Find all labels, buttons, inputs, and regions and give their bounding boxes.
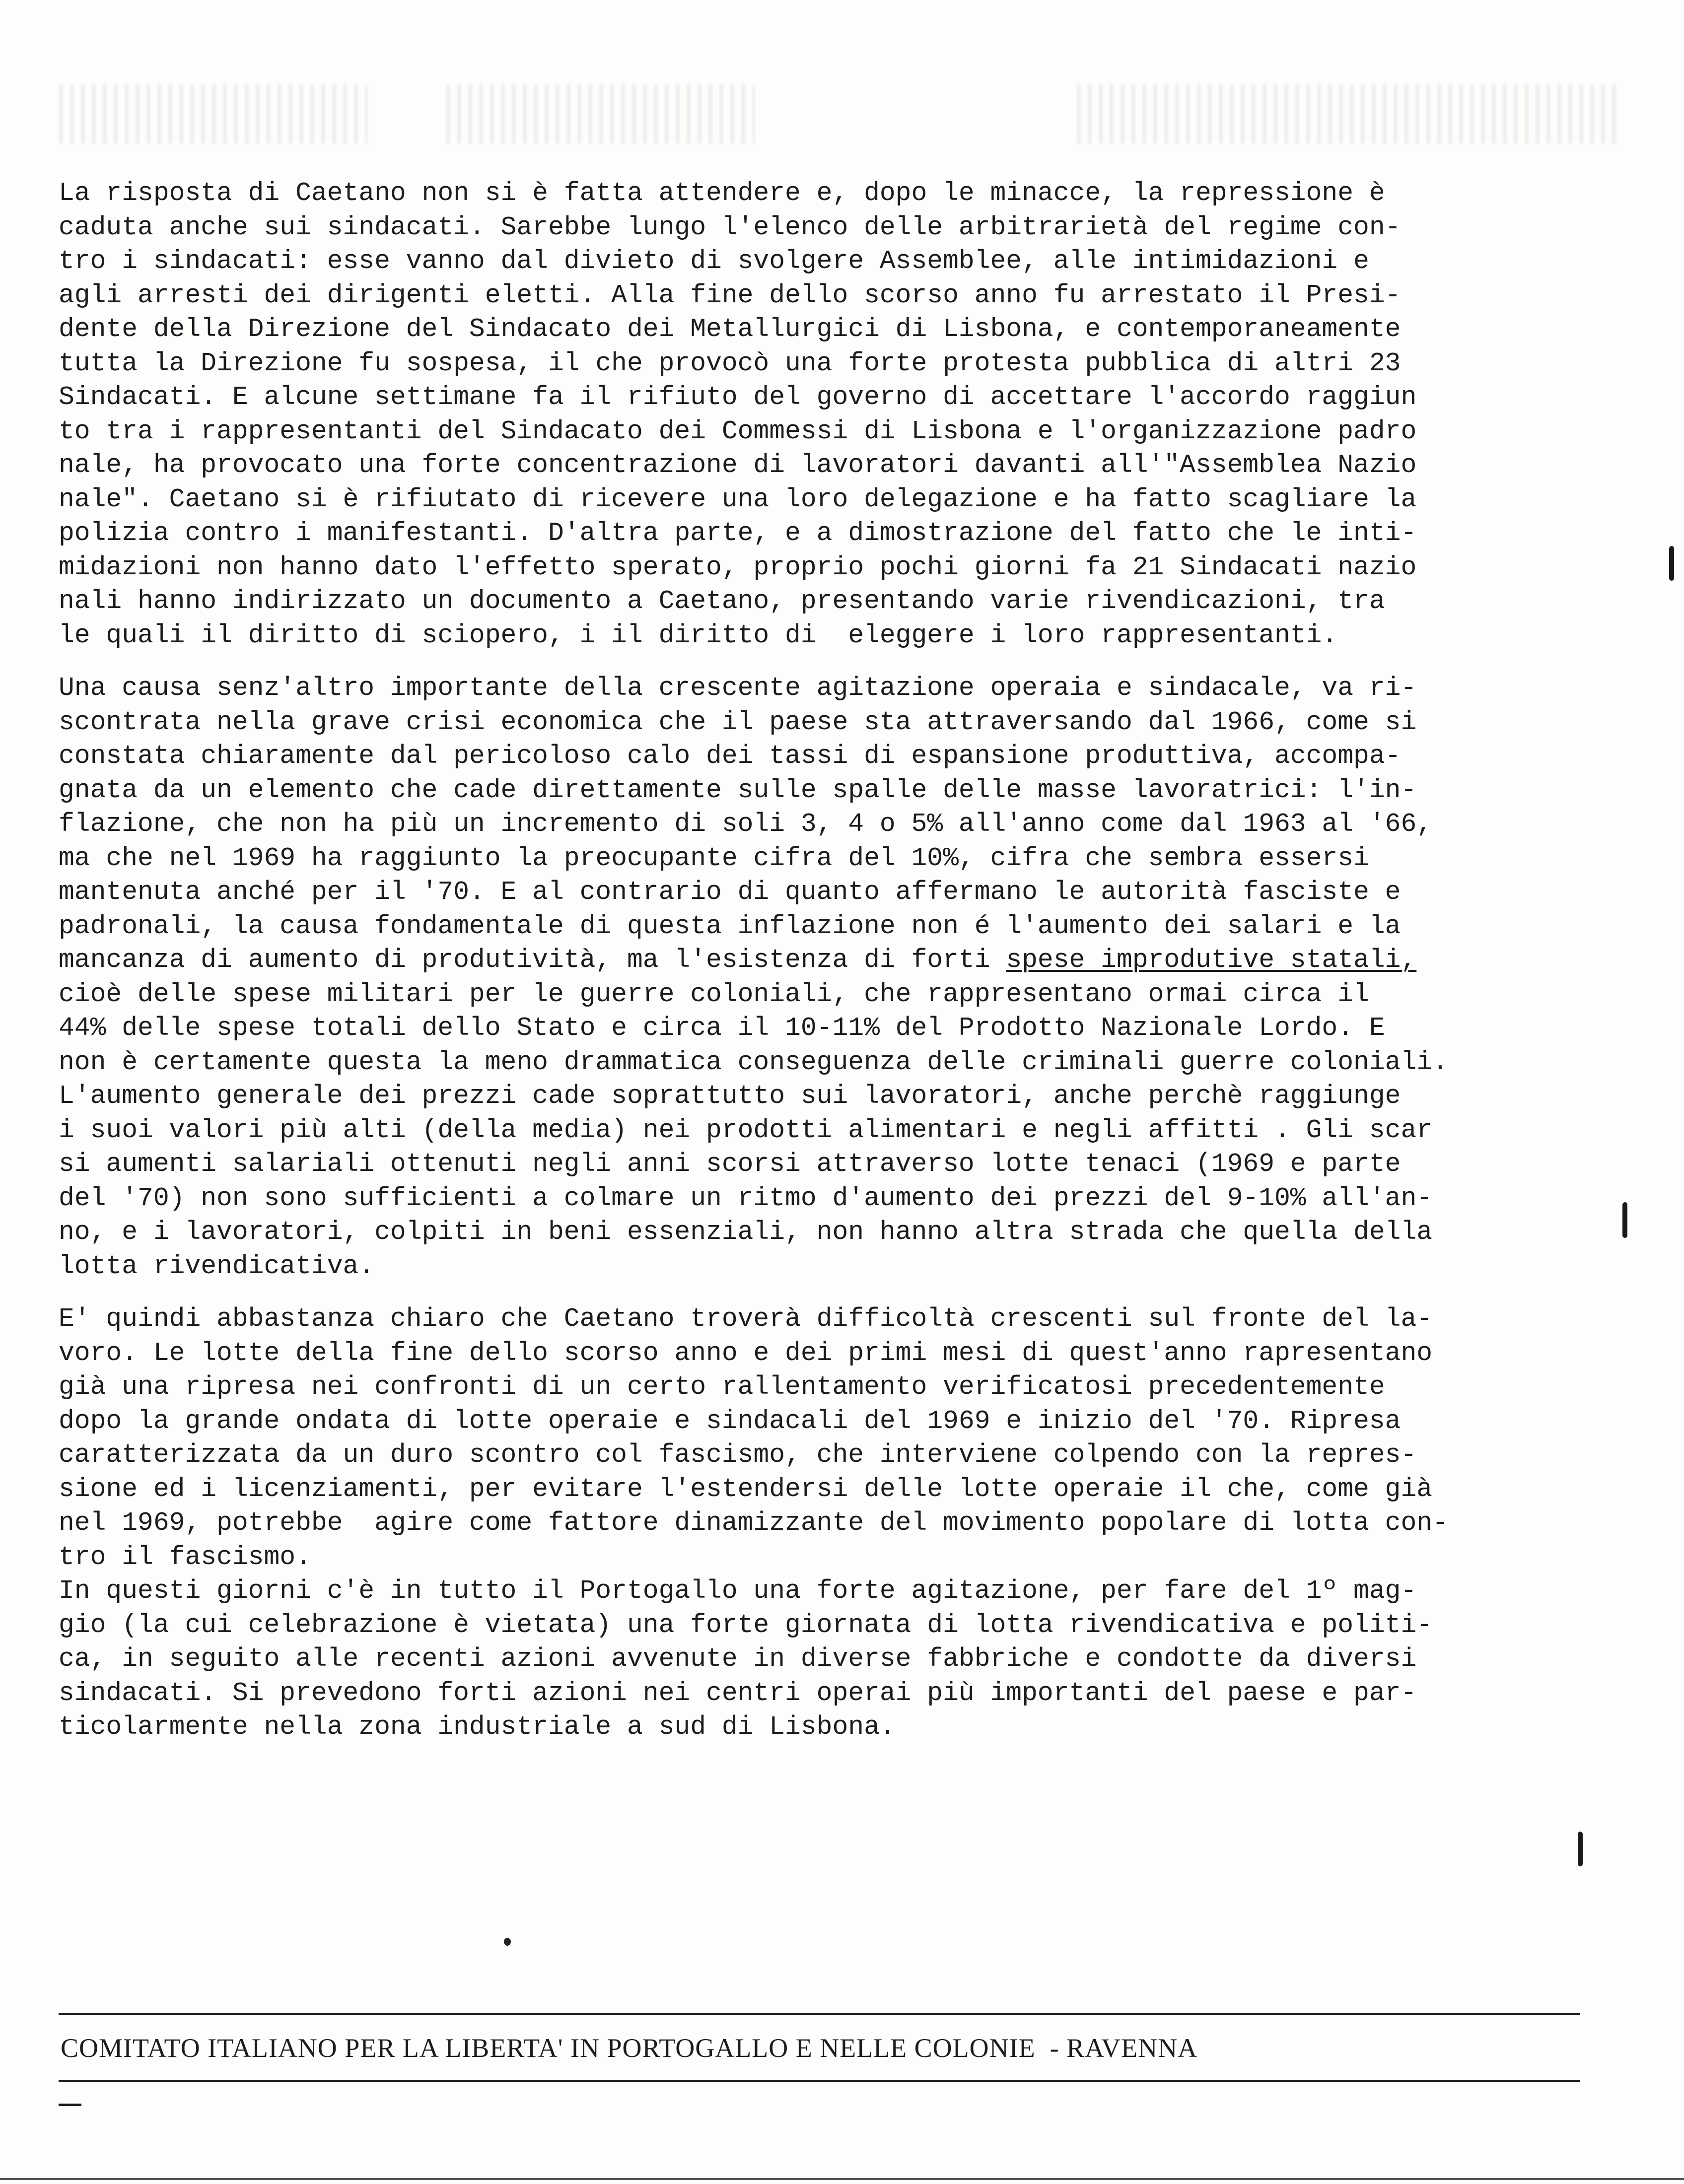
text-line-content: gio (la cui celebrazione è vietata) una forte giornata di lotta rivendicativa e politi- [59,1610,1433,1640]
text-line [59,1676,1622,1710]
text-line [59,977,1622,1012]
text-line [59,1011,1622,1045]
text-line-content: padronali, la causa fondamentale di questa inflazione non é l'aumento dei salari e la [59,911,1401,941]
text-line-content: scontrata nella grave crisi economica che il paese sta attraversando dal 1966, come si [59,707,1417,737]
text-line [59,346,1622,381]
text-line [59,278,1622,313]
text-line-content: E' quindi abbastanza chiaro che Caetano troverà difficoltà crescenti sul fronte del la- [59,1304,1433,1334]
text-line [59,1642,1622,1676]
text-line-content: ticolarmente nella zona industriale a sud di Lisbona. [59,1712,896,1742]
text-line-content: 44% delle spese totali dello Stato e circa il 10-11% del Prodotto Nazionale Lordo. E [59,1013,1385,1043]
text-line-content: gnata da un elemento che cade direttamente sulle spalle delle masse lavoratrici: l'in- [59,775,1417,805]
margin-tick [59,2104,81,2106]
text-line [59,312,1622,346]
margin-mark [1622,1202,1627,1238]
text-line [59,482,1622,517]
text-line [59,1506,1622,1540]
text-line-content: no, e i lavoratori, colpiti in beni essenziali, non hanno altra strada che quella della [59,1217,1433,1247]
text-line-content: già una ripresa nei confronti di un certo rallentamento verificatosi precedentemente [59,1372,1385,1402]
text-line-content: nali hanno indirizzato un documento a Caetano, presentando varie rivendicazioni, tra [59,586,1385,616]
text-line [59,1181,1622,1216]
top-smudge-left [60,84,367,144]
text-line-content: La risposta di Caetano non si è fatta attendere e, dopo le minacce, la repressione è [59,178,1385,208]
text-line-content: i suoi valori più alti (della media) nei prodotti alimentari e negli affitti . Gli scar [59,1115,1433,1145]
text-line-content: constata chiaramente dal pericoloso calo dei tassi di espansione produttiva, accompa- [59,741,1401,771]
text-line-content: lotta rivendicativa. [59,1251,375,1281]
footer-rule-top [59,2013,1580,2015]
text-line [59,210,1622,245]
text-line-content: tro i sindacati: esse vanno dal divieto di svolgere Assemblee, alle intimidazioni e [59,246,1369,276]
text-line [59,550,1622,585]
page-bottom-edge [0,2178,1684,2180]
text-line-content: Una causa senz'altro importante della crescente agitazione operaia e sindacale, va ri- [59,673,1417,703]
text-line-content: caduta anche sui sindacati. Sarebbe lungo l'elenco delle arbitrarietà del regime con- [59,212,1401,242]
text-line-content: L'aumento generale dei prezzi cade soprattutto sui lavoratori, anche perchè raggiunge [59,1081,1401,1111]
text-line [59,584,1622,618]
text-line [59,1045,1622,1080]
text-line [59,1113,1622,1148]
text-line [59,909,1622,944]
paragraph-3 [59,1302,1622,1744]
top-smudge-right [1077,84,1623,144]
text-line-content: sione ed i licenziamenti, per evitare l'estendersi delle lotte operaie il che, come già [59,1474,1433,1504]
text-line [59,1540,1622,1574]
text-line-content: tutta la Direzione fu sospesa, il che provocò una forte protesta pubblica di altri 23 [59,348,1401,378]
text-line [59,739,1622,773]
text-line [59,176,1622,210]
text-line-content: sindacati. Si prevedono forti azioni nei centri operai più importanti del paese e par- [59,1678,1417,1708]
text-line-content: nale, ha provocato una forte concentrazione di lavoratori davanti all'"Assemblea Nazio [59,450,1417,480]
footer-text: COMITATO ITALIANO PER LA LIBERTA' IN PORTOGALLO E NELLE COLONIE - RAVENNA [61,2033,1198,2063]
text-line [59,773,1622,808]
text-line [59,618,1622,653]
text-line-content: non è certamente questa la meno drammatica conseguenza delle criminali guerre coloniali. [59,1047,1448,1077]
text-line [59,1438,1622,1472]
text-line [59,380,1622,414]
text-line-content: ca, in seguito alle recenti azioni avvenute in diverse fabbriche e condotte da diversi [59,1644,1417,1674]
text-line-content: In questi giorni c'è in tutto il Portogallo una forte agitazione, per fare del 1º mag- [59,1576,1417,1606]
footer-rule-bottom [59,2080,1580,2082]
text-line [59,1249,1622,1284]
text-line-content: le quali il diritto di sciopero, i il diritto di eleggere i loro rappresentanti. [59,620,1338,650]
underlined-phrase: spese improdutive statali, [1006,945,1417,975]
text-line [59,1404,1622,1438]
text-line-content: dente della Direzione del Sindacato dei Metallurgici di Lisbona, e contemporaneamente [59,314,1401,344]
text-line [59,1215,1622,1249]
text-line [59,705,1622,740]
text-line-content: dopo la grande ondata di lotte operaie e sindacali del 1969 e inizio del '70. Ripresa [59,1406,1401,1436]
text-line-content: Sindacati. E alcune settimane fa il rifiuto del governo di accettare l'accordo raggiun [59,382,1417,412]
text-line [59,448,1622,482]
text-line [59,841,1622,876]
text-line-content: midazioni non hanno dato l'effetto sperato, proprio pochi giorni fa 21 Sindacati nazio [59,552,1417,582]
text-line [59,1574,1622,1608]
text-line [59,1608,1622,1642]
text-line-content: voro. Le lotte della fine dello scorso anno e dei primi mesi di quest'anno rapresentano [59,1338,1433,1368]
text-line-content: to tra i rappresentanti del Sindacato dei Commessi di Lisbona e l'organizzazione padro [59,416,1417,446]
text-line [59,1370,1622,1404]
top-smudge-center [447,84,755,144]
text-line [59,807,1622,841]
document-body [59,176,1622,1763]
text-line-content: tro il fascismo. [59,1542,311,1572]
text-line-content: polizia contro i manifestanti. D'altra parte, e a dimostrazione del fatto che le inti- [59,518,1417,548]
text-line-content: nale". Caetano si è rifiutato di ricevere una loro delegazione e ha fatto scagliare la [59,484,1417,514]
text-line-content: caratterizzata da un duro scontro col fascismo, che interviene colpendo con la repres- [59,1440,1417,1470]
text-line-content: del '70) non sono sufficienti a colmare un ritmo d'aumento dei prezzi del 9-10% all'an- [59,1183,1433,1213]
text-line-content: cioè delle spese militari per le guerre coloniali, che rappresentano ormai circa il [59,979,1369,1009]
text-line [59,1079,1622,1113]
paragraph-2 [59,671,1622,1283]
text-line [59,1472,1622,1506]
text-line-content: flazione, che non ha più un incremento di soli 3, 4 o 5% all'anno come dal 1963 al '66, [59,809,1433,839]
text-line-content: ma che nel 1969 ha raggiunto la preocupante cifra del 10%, cifra che sembra essersi [59,843,1369,873]
text-line-content: mancanza di aumento di produtività, ma l'esistenza di forti [59,945,1006,975]
text-line [59,1302,1622,1336]
text-line [59,1147,1622,1181]
text-line-content: si aumenti salariali ottenuti negli anni scorsi attraverso lotte tenaci (1969 e parte [59,1149,1401,1179]
text-line [59,875,1622,909]
text-line [59,943,1622,977]
text-line [59,671,1622,705]
text-line [59,516,1622,550]
margin-mark [1578,1832,1583,1866]
margin-mark [1669,546,1674,581]
text-line-content: agli arresti dei dirigenti eletti. Alla fine dello scorso anno fu arrestato il Presi- [59,280,1401,310]
text-line [59,414,1622,449]
text-line-content: nel 1969, potrebbe agire come fattore dinamizzante del movimento popolare di lotta con- [59,1508,1448,1538]
paragraph-1 [59,176,1622,652]
text-line [59,1336,1622,1370]
text-line [59,244,1622,278]
text-line-content: mantenuta anché per il '70. E al contrario di quanto affermano le autorità fasciste e [59,877,1401,907]
ink-dot [504,1938,511,1946]
text-line [59,1710,1622,1744]
